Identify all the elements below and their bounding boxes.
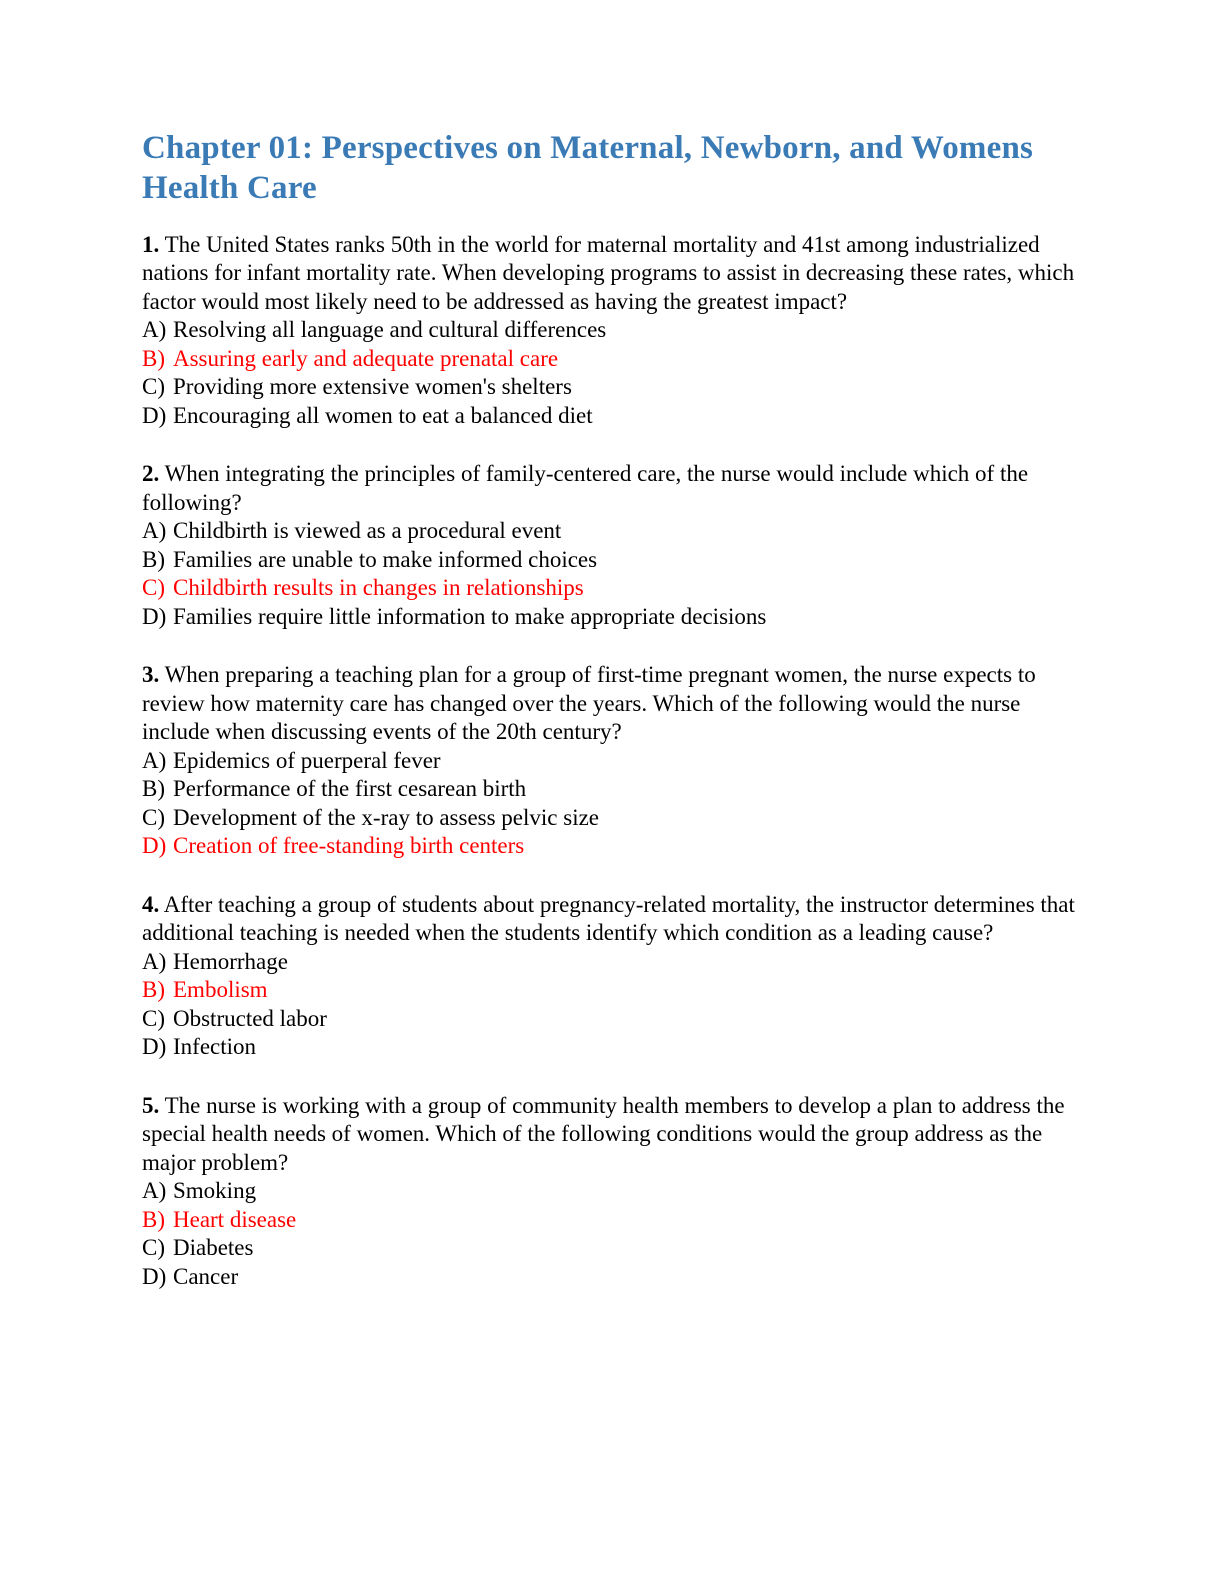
- answer-option-text: Cancer: [173, 1264, 239, 1289]
- answer-option[interactable]: [142, 316, 1084, 345]
- answer-option-correct[interactable]: [142, 345, 1084, 374]
- answer-option-text: Creation of free-standing birth centers: [173, 833, 525, 859]
- question-text: When integrating the principles of family-centered care, the nurse would include which of the following?: [142, 461, 1029, 515]
- answer-option-letter: D): [142, 833, 167, 859]
- answer-option-letter: C): [142, 575, 165, 601]
- answer-option-text: Diabetes: [173, 1235, 254, 1261]
- answer-option-letter: C): [142, 374, 165, 400]
- answer-option-text: Childbirth results in changes in relationships: [173, 575, 584, 601]
- question-block: [142, 891, 1084, 1062]
- answer-option-letter: B): [142, 546, 165, 572]
- answer-option-letter: C): [142, 1235, 165, 1261]
- answer-option-letter: D): [142, 402, 167, 428]
- question-block: [142, 460, 1084, 631]
- answer-option-text: Obstructed labor: [173, 1005, 327, 1031]
- answer-option-letter: D): [142, 1034, 167, 1060]
- answer-option[interactable]: [142, 546, 1084, 575]
- answer-option-text: Resolving all language and cultural differences: [173, 317, 607, 343]
- answer-option[interactable]: [142, 1263, 1084, 1292]
- answer-option-text: Epidemics of puerperal fever: [173, 747, 441, 773]
- question-stem: [142, 231, 1084, 317]
- answer-option-letter: C): [142, 1005, 165, 1031]
- question-block: [142, 1092, 1084, 1292]
- answer-option[interactable]: [142, 603, 1084, 632]
- answer-option-letter: A): [142, 1178, 167, 1204]
- answer-option-text: Providing more extensive women's shelters: [173, 374, 572, 400]
- question-text: When preparing a teaching plan for a group of first-time pregnant women, the nurse expects to review how maternity care has changed over the years. Which of the following would the nurse include when discussing events of the 20th century?: [142, 662, 1036, 745]
- question-stem: [142, 1092, 1084, 1178]
- answer-option-text: Families require little information to make appropriate decisions: [173, 603, 767, 629]
- answer-option-text: Infection: [173, 1034, 257, 1060]
- answer-option-letter: C): [142, 804, 165, 830]
- answer-option[interactable]: [142, 373, 1084, 402]
- answer-option-text: Performance of the first cesarean birth: [173, 776, 527, 802]
- question-text: After teaching a group of students about pregnancy-related mortality, the instructor determines that additional teaching is needed when the students identify which condition as a leading cause?: [142, 891, 1075, 946]
- answer-option[interactable]: [142, 775, 1084, 804]
- answer-option[interactable]: [142, 804, 1084, 833]
- answer-option-text: Heart disease: [173, 1206, 297, 1232]
- question-list: [142, 231, 1084, 1292]
- answer-option-text: Smoking: [173, 1178, 257, 1204]
- page-title: Chapter 01: Perspectives on Maternal, Newborn, and Womens Health Care: [142, 130, 1034, 207]
- answer-option-correct[interactable]: [142, 976, 1084, 1005]
- question-number: 2.: [142, 461, 160, 487]
- answer-option-text: Development of the x-ray to assess pelvic size: [173, 804, 600, 830]
- answer-option[interactable]: [142, 517, 1084, 546]
- answer-option-text: Families are unable to make informed choices: [173, 546, 598, 572]
- answer-option-letter: B): [142, 977, 165, 1003]
- question-stem: [142, 891, 1084, 948]
- answer-option-text: Hemorrhage: [173, 948, 288, 974]
- question-number: 5.: [142, 1092, 160, 1118]
- answer-option-letter: D): [142, 1264, 167, 1289]
- question-number: 3.: [142, 662, 160, 688]
- answer-option-letter: B): [142, 345, 165, 371]
- answer-option[interactable]: [142, 747, 1084, 776]
- answer-option-correct[interactable]: [142, 574, 1084, 603]
- answer-option[interactable]: [142, 948, 1084, 977]
- answer-option-letter: A): [142, 948, 167, 974]
- question-stem: [142, 460, 1084, 517]
- question-block: [142, 231, 1084, 431]
- answer-option-text: Embolism: [173, 977, 268, 1003]
- answer-option-letter: A): [142, 747, 167, 773]
- answer-option-letter: B): [142, 776, 165, 802]
- answer-option[interactable]: [142, 1177, 1084, 1206]
- answer-option-letter: D): [142, 603, 167, 629]
- question-text: The nurse is working with a group of community health members to develop a plan to address the special health needs of women. Which of the following conditions would the group address as the major problem?: [142, 1092, 1065, 1175]
- answer-option[interactable]: [142, 1033, 1084, 1062]
- answer-option[interactable]: [142, 1005, 1084, 1034]
- answer-option[interactable]: [142, 1234, 1084, 1263]
- answer-option-letter: A): [142, 518, 167, 544]
- answer-option-text: Encouraging all women to eat a balanced diet: [173, 402, 593, 428]
- answer-option-letter: A): [142, 317, 167, 343]
- question-text: The United States ranks 50th in the world for maternal mortality and 41st among industrialized nations for infant mortality rate. When developing programs to assist in decreasing these rates, which factor would most likely need to be addressed as having the greatest impact?: [142, 231, 1075, 314]
- answer-option-text: Childbirth is viewed as a procedural event: [173, 518, 562, 544]
- question-stem: [142, 661, 1084, 747]
- answer-option[interactable]: [142, 402, 1084, 431]
- answer-option-text: Assuring early and adequate prenatal care: [173, 345, 559, 371]
- answer-option-letter: B): [142, 1206, 165, 1232]
- answer-option-correct[interactable]: [142, 1206, 1084, 1235]
- question-number: 1.: [142, 231, 160, 257]
- question-block: [142, 661, 1084, 861]
- answer-option-correct[interactable]: [142, 832, 1084, 861]
- question-number: 4.: [142, 891, 160, 917]
